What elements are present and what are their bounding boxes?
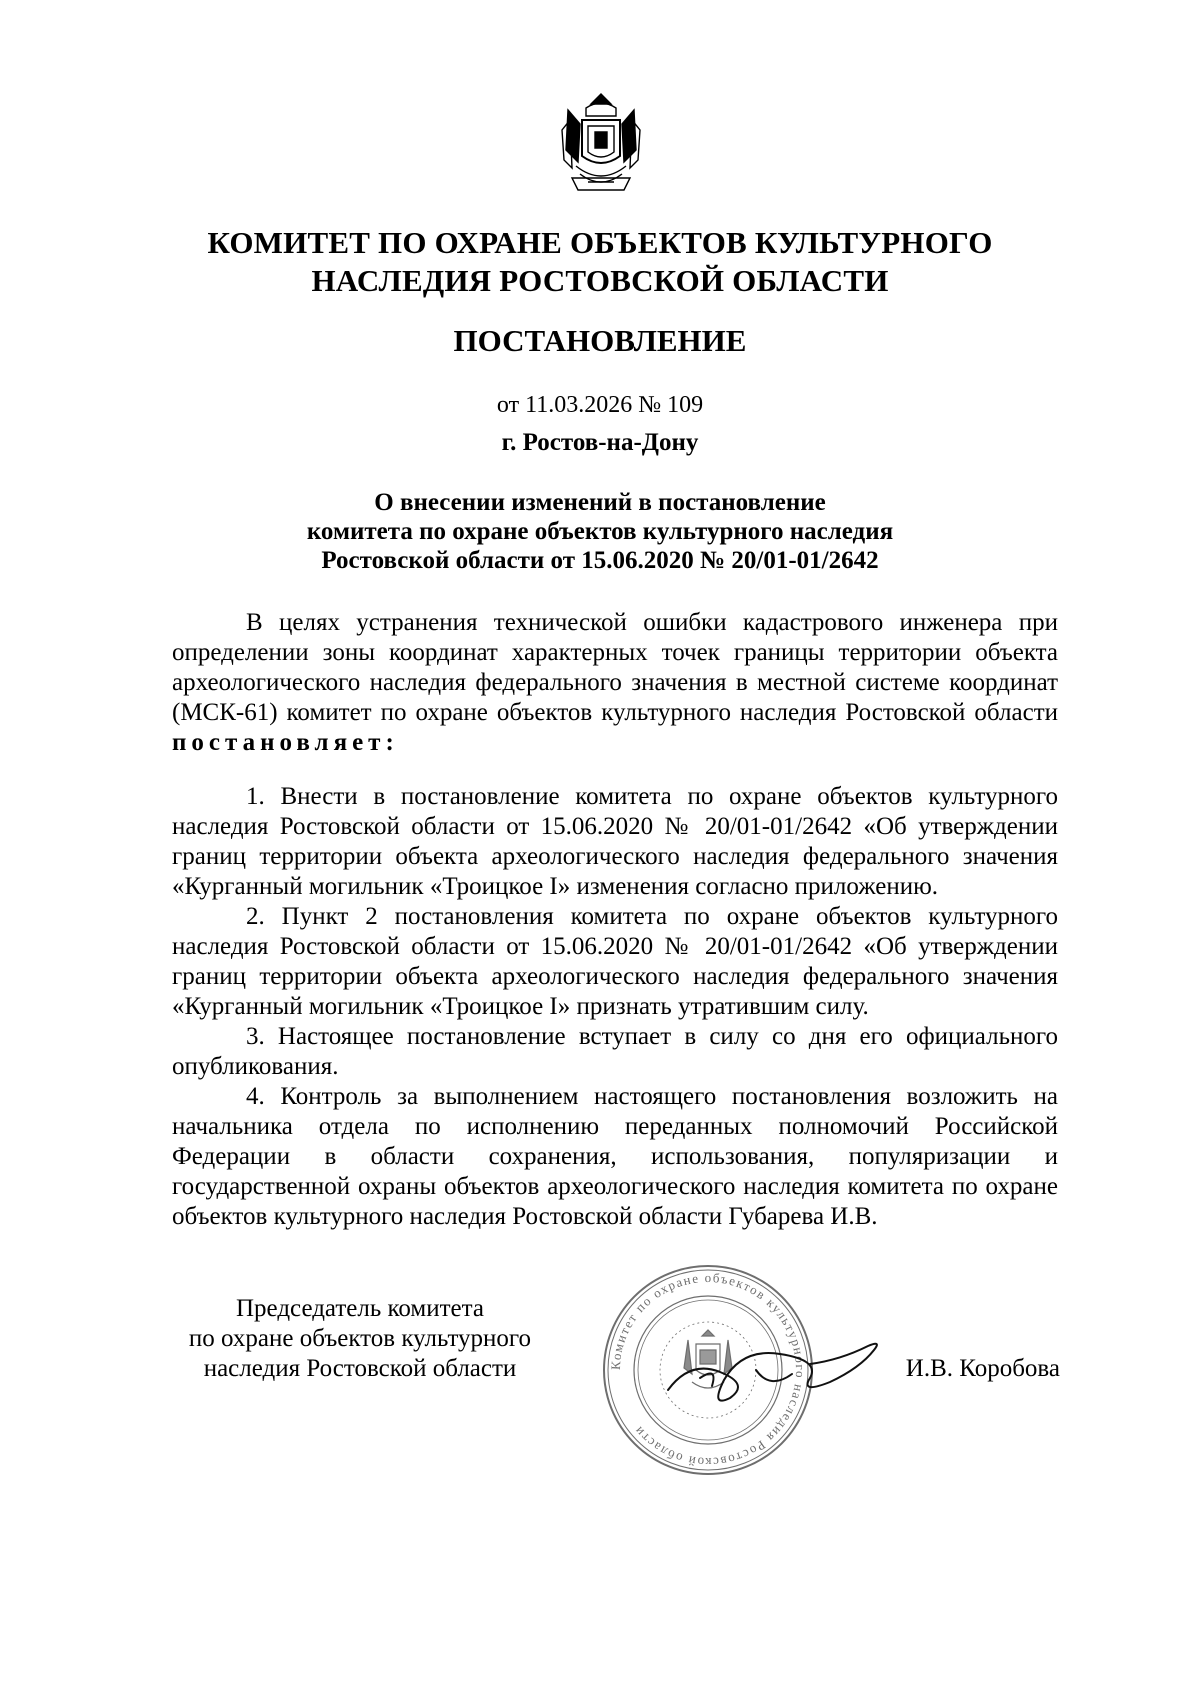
document-type: ПОСТАНОВЛЕНИЕ [453,323,747,358]
organization-title-line2: НАСЛЕДИЯ РОСТОВСКОЙ ОБЛАСТИ [311,263,889,298]
resolution-item-4: 4. Контроль за выполнением настоящего постановления возложить на начальника отдела по исполнению переданных полномочий Российской Федерации в области сохранения, использования, популяризации и государственной охраны объектов археологического наследия комитета по охране объектов культурного наследия Ростовской области Губарева И.В. [172,1083,1058,1230]
signatory-name: И.В. Коробова [905,1355,1060,1382]
preamble-text: В целях устранения технической ошибки кадастрового инженера при определении зоны координат характерных точек границы территории объекта археологического наследия федерального значения в местной системе координат (МСК-61) комитет по охране объектов культурного наследия Ростовской области [172,609,1058,726]
preamble-paragraph [172,608,1058,758]
resolves-keyword: постановляет: [172,729,399,756]
document-subject [100,488,1100,575]
document-date-number: от 11.03.2026 № 109 [496,392,704,418]
position-line1: Председатель комитета [236,1295,484,1322]
document-city: г. Ростов-на-Дону [501,429,699,456]
resolution-items [172,782,1058,1232]
resolution-item-3: 3. Настоящее постановление вступает в силу со дня его официального опубликования. [172,1023,1058,1080]
signatory-position [150,1294,570,1384]
resolution-item-1: 1. Внести в постановление комитета по охране объектов культурного наследия Ростовской области от 15.06.2020 № 20/01-01/2642 «Об утверждении границ территории объекта археологического наследия федерального значения «Курганный могильник «Троицкое I» изменения согласно приложению. [172,783,1058,900]
seal-text: Комитет по охране объектов культурного наследия Ростовской области [607,1269,809,1471]
subject-line1: О внесении изменений в постановление [374,489,826,516]
organization-title [100,224,1100,300]
position-line3: наследия Ростовской области [203,1355,517,1382]
organization-title-line1: КОМИТЕТ ПО ОХРАНЕ ОБЪЕКТОВ КУЛЬТУРНОГО [207,225,993,260]
handwritten-signature [660,1320,890,1410]
coat-of-arms-emblem [558,90,644,198]
position-line2: по охране объектов культурного [188,1325,532,1352]
resolution-item-2: 2. Пункт 2 постановления комитета по охране объектов культурного наследия Ростовской области от 15.06.2020 № 20/01-01/2642 «Об утверждении границ территории объекта археологического наследия федерального значения «Курганный могильник «Троицкое I» признать утратившим силу. [172,903,1058,1020]
preamble [172,608,1058,758]
subject-line3: Ростовской области от 15.06.2020 № 20/01-01/2642 [321,547,879,574]
subject-line2: комитета по охране объектов культурного наследия [306,518,894,545]
